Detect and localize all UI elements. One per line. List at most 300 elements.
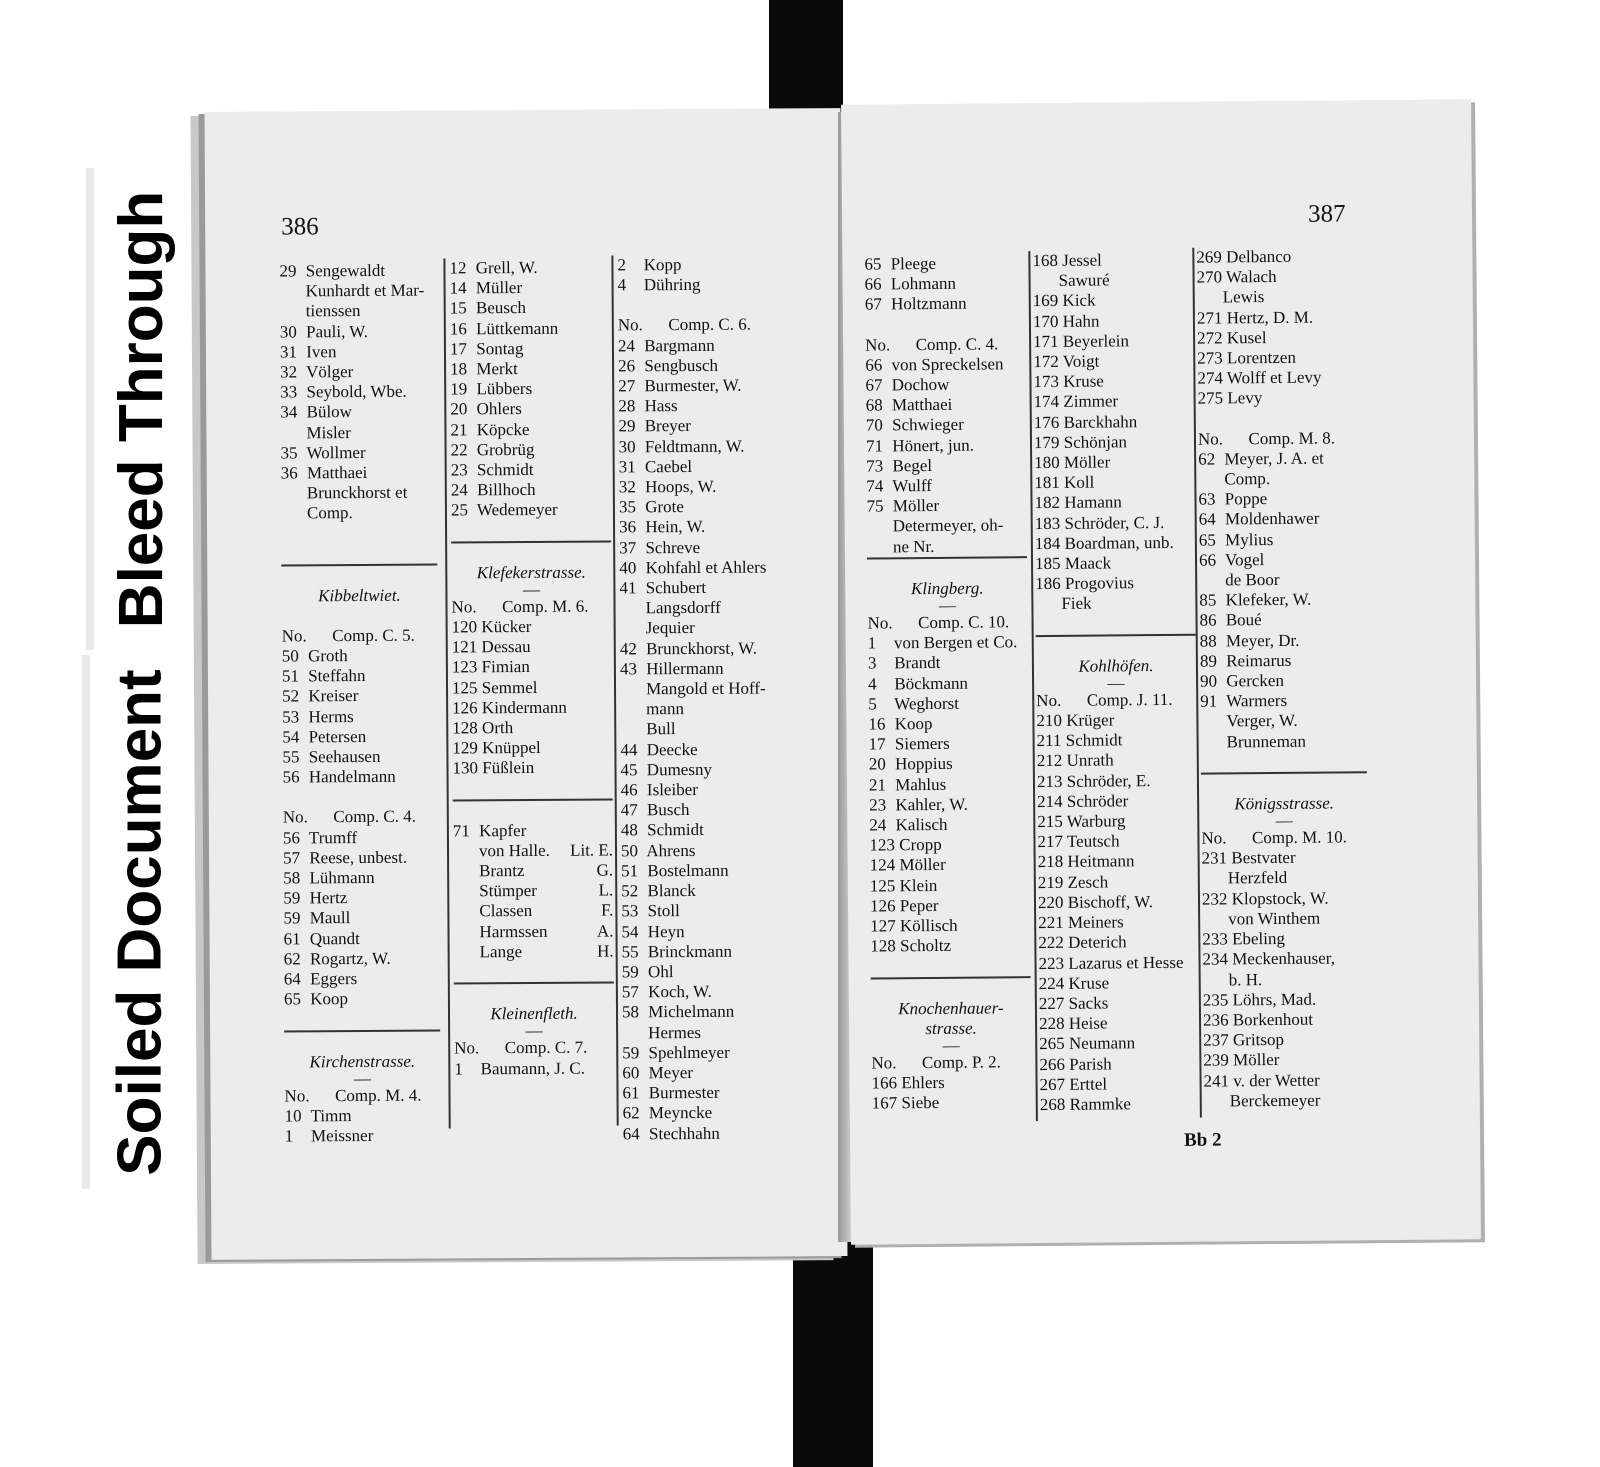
directory-entry bbox=[452, 718, 612, 739]
company-label: Comp. C. 5. bbox=[332, 625, 415, 646]
resident-name: Kick bbox=[1062, 290, 1096, 311]
house-number: 271 bbox=[1196, 308, 1223, 328]
lit-letter: L. bbox=[598, 880, 614, 900]
house-number: 50 bbox=[281, 646, 299, 666]
directory-entry bbox=[282, 706, 438, 727]
directory-entry bbox=[1199, 549, 1365, 571]
directory-entry bbox=[454, 1058, 614, 1079]
house-number: 55 bbox=[621, 942, 639, 962]
directory-column-3 bbox=[617, 254, 822, 1144]
house-number: 183 bbox=[1034, 513, 1061, 533]
resident-name: Kruse bbox=[1063, 371, 1104, 392]
continuation-line: Verger, W. bbox=[1226, 711, 1298, 731]
directory-entry bbox=[1037, 730, 1197, 752]
house-number: 57 bbox=[282, 848, 301, 868]
resident-name: Kreiser bbox=[308, 686, 359, 706]
directory-entry bbox=[619, 456, 819, 477]
resident-name: Beyerlein bbox=[1062, 331, 1130, 351]
resident-name: Brinckmann bbox=[647, 941, 732, 961]
house-number: 62 bbox=[622, 1103, 640, 1123]
directory-entry bbox=[281, 463, 437, 484]
resident-name: Lübbers bbox=[476, 379, 533, 399]
resident-name: Kindermann bbox=[481, 697, 567, 718]
directory-entry bbox=[1199, 589, 1365, 611]
house-number: 37 bbox=[619, 537, 637, 558]
house-number: 228 bbox=[1038, 1013, 1065, 1034]
resident-name: Merkt bbox=[476, 359, 518, 379]
house-number: 43 bbox=[619, 659, 637, 679]
directory-entry bbox=[868, 673, 1028, 695]
house-number: 182 bbox=[1034, 493, 1061, 513]
house-number: 65 bbox=[283, 989, 301, 1009]
page-number: 387 bbox=[1307, 200, 1346, 228]
house-number: 166 bbox=[871, 1073, 898, 1093]
page-number: 386 bbox=[281, 213, 319, 241]
company-label: Comp. M. 8. bbox=[1248, 428, 1336, 448]
directory-entry bbox=[1202, 888, 1368, 910]
directory-entry bbox=[281, 442, 437, 463]
resident-name: Bargmann bbox=[644, 335, 715, 355]
directory-entry bbox=[1202, 948, 1368, 970]
house-number: 70 bbox=[865, 415, 883, 435]
resident-name: Groth bbox=[308, 646, 348, 666]
house-number: 167 bbox=[871, 1093, 898, 1113]
resident-name: Petersen bbox=[308, 726, 367, 747]
directory-entry bbox=[1038, 871, 1198, 893]
spacer bbox=[870, 956, 1030, 977]
directory-entry bbox=[450, 379, 610, 400]
house-number: 58 bbox=[621, 1002, 640, 1022]
company-label: Comp. M. 6. bbox=[501, 596, 589, 616]
house-number: 184 bbox=[1034, 533, 1061, 553]
house-number: 24 bbox=[450, 480, 468, 500]
directory-entry bbox=[870, 915, 1030, 937]
directory-column-1 bbox=[279, 261, 440, 1147]
resident-name: Bestvater bbox=[1231, 848, 1296, 868]
house-number: 66 bbox=[865, 355, 883, 375]
resident-name: Teutsch bbox=[1066, 831, 1120, 852]
directory-entry bbox=[1037, 811, 1197, 833]
continuation-line: Sawuré bbox=[1058, 270, 1110, 291]
lit-row bbox=[453, 901, 613, 922]
continuation-line: Herzfeld bbox=[1227, 868, 1288, 888]
resident-name: Hertz, D. M. bbox=[1226, 307, 1314, 328]
resident-name: Boardman, unb. bbox=[1064, 532, 1174, 553]
house-number: 33 bbox=[280, 382, 298, 402]
resident-name: Warmers bbox=[1226, 691, 1288, 711]
directory-entry bbox=[1196, 266, 1362, 288]
directory-entry bbox=[1038, 851, 1198, 873]
directory-entry bbox=[1038, 932, 1198, 954]
directory-entry bbox=[282, 646, 438, 667]
directory-entry bbox=[620, 638, 820, 659]
lit-row bbox=[453, 881, 613, 902]
house-number: 129 bbox=[452, 738, 478, 758]
house-number: 50 bbox=[620, 841, 639, 861]
resident-name: Dühring bbox=[643, 275, 701, 295]
directory-entry bbox=[282, 747, 438, 768]
resident-name: Sacks bbox=[1068, 993, 1109, 1013]
directory-entry bbox=[452, 637, 612, 658]
directory-entry bbox=[1199, 610, 1365, 632]
resident-name: Breyer bbox=[644, 416, 692, 436]
directory-entry bbox=[451, 439, 611, 460]
resident-name: Matthaei bbox=[306, 462, 368, 483]
resident-name: Weghorst bbox=[894, 693, 960, 714]
house-number: 221 bbox=[1038, 912, 1064, 933]
house-number: 236 bbox=[1202, 1010, 1229, 1030]
house-number: 62 bbox=[1198, 449, 1216, 469]
directory-entry bbox=[865, 294, 1025, 316]
house-number: 174 bbox=[1033, 392, 1060, 412]
resident-name: Dessau bbox=[481, 637, 531, 657]
directory-entry bbox=[1198, 388, 1364, 410]
house-number: 185 bbox=[1034, 553, 1061, 574]
directory-entry bbox=[284, 969, 440, 990]
resident-name: Hoppius bbox=[894, 754, 953, 774]
street-heading: Kohlhöfen. bbox=[1078, 655, 1154, 676]
house-number: 231 bbox=[1201, 848, 1228, 868]
heading-dash: — bbox=[1107, 673, 1125, 693]
house-number: 168 bbox=[1032, 250, 1058, 271]
directory-entry bbox=[1039, 1053, 1199, 1075]
resident-name: Cropp bbox=[899, 835, 942, 855]
resident-name: Köpcke bbox=[476, 419, 530, 439]
heading-dash: — bbox=[938, 595, 956, 615]
resident-name: Gritsop bbox=[1232, 1030, 1285, 1050]
resident-name: Zimmer bbox=[1063, 391, 1119, 412]
house-number: 1 bbox=[284, 1126, 294, 1146]
no-label: No. bbox=[284, 1086, 310, 1106]
spacer bbox=[281, 543, 437, 564]
resident-name: Möller bbox=[892, 496, 940, 516]
house-number: 10 bbox=[284, 1106, 302, 1126]
house-number: 270 bbox=[1196, 267, 1223, 287]
directory-entry bbox=[280, 362, 436, 383]
directory-entry bbox=[618, 355, 818, 376]
directory-entry bbox=[1034, 492, 1194, 514]
continuation-line: Berckemeyer bbox=[1229, 1090, 1321, 1111]
directory-entry bbox=[1202, 847, 1368, 869]
resident-name: Borkenhout bbox=[1232, 1009, 1314, 1030]
directory-entry bbox=[1032, 250, 1192, 272]
house-number: 91 bbox=[1200, 691, 1218, 711]
house-number: 125 bbox=[869, 876, 896, 896]
house-number: 124 bbox=[869, 855, 896, 876]
resident-name: Hillermann bbox=[646, 658, 724, 679]
directory-column-3 bbox=[1196, 246, 1370, 1111]
house-number: 234 bbox=[1202, 949, 1229, 969]
resident-name: Begel bbox=[892, 455, 933, 476]
resident-name: Grote bbox=[645, 497, 684, 517]
house-number: 17 bbox=[868, 734, 886, 754]
directory-entry bbox=[1035, 512, 1195, 534]
resident-name: Lohmann bbox=[890, 273, 957, 294]
resident-name: Möller bbox=[1233, 1050, 1280, 1070]
directory-entry bbox=[617, 254, 817, 275]
resident-name: Koop bbox=[310, 989, 349, 1009]
company-header bbox=[867, 612, 1027, 634]
label-text: Bleed Through bbox=[107, 190, 177, 628]
house-number: 239 bbox=[1203, 1050, 1229, 1070]
directory-entry bbox=[618, 416, 818, 437]
house-number: 52 bbox=[282, 686, 300, 706]
company-label: Comp. J. 11. bbox=[1086, 689, 1173, 710]
resident-name: Schmidt bbox=[1065, 730, 1123, 751]
company-label: Comp. M. 10. bbox=[1251, 827, 1347, 848]
directory-entry bbox=[621, 779, 821, 800]
directory-entry bbox=[868, 693, 1028, 715]
house-number: 21 bbox=[450, 419, 468, 440]
continuation-line: Misler bbox=[306, 422, 351, 442]
house-number: 46 bbox=[620, 780, 638, 800]
resident-name: Beusch bbox=[475, 298, 527, 318]
continuation-line: Mangold et Hoff- bbox=[645, 678, 766, 699]
directory-entry bbox=[622, 941, 822, 962]
spacer bbox=[865, 314, 1025, 335]
continuation-line: Kunhardt et Mar- bbox=[305, 280, 425, 301]
house-number: 130 bbox=[452, 758, 479, 778]
resident-name: Klein bbox=[899, 875, 938, 895]
directory-entry bbox=[1034, 452, 1194, 474]
resident-name: Hahn bbox=[1062, 311, 1100, 331]
spacer bbox=[1036, 635, 1196, 656]
resident-name: Kohfahl et Ahlers bbox=[645, 557, 767, 578]
resident-name: Bülow bbox=[306, 402, 352, 422]
lit-row bbox=[453, 840, 613, 861]
resident-name: Meissner bbox=[310, 1126, 374, 1146]
resident-name: Peper bbox=[899, 895, 939, 916]
directory-entry bbox=[869, 774, 1029, 796]
resident-name: Lange bbox=[479, 941, 523, 962]
no-label: No. bbox=[454, 1038, 480, 1058]
street-heading: Kleinenfleth. bbox=[490, 1003, 578, 1024]
resident-name: Scholtz bbox=[900, 936, 952, 956]
resident-name: Deterich bbox=[1068, 932, 1127, 953]
directory-entry bbox=[1033, 331, 1193, 353]
directory-entry bbox=[283, 868, 439, 889]
street-heading: Königsstrasse. bbox=[1234, 793, 1335, 814]
directory-entry bbox=[621, 921, 821, 942]
house-number: 67 bbox=[865, 375, 883, 395]
house-number: 17 bbox=[449, 339, 468, 359]
house-number: 58 bbox=[283, 868, 301, 888]
directory-entry bbox=[451, 460, 611, 481]
resident-name: Grell, W. bbox=[475, 257, 538, 278]
resident-name: Ehlers bbox=[901, 1073, 945, 1093]
house-number: 266 bbox=[1039, 1054, 1065, 1074]
house-number: 128 bbox=[870, 936, 896, 956]
company-label: Comp. C. 6. bbox=[668, 315, 752, 335]
resident-name: Meiners bbox=[1067, 912, 1124, 932]
directory-entry bbox=[620, 759, 820, 780]
directory-entry bbox=[1039, 993, 1199, 1015]
spacer bbox=[281, 523, 437, 544]
house-number: 269 bbox=[1196, 247, 1222, 267]
no-label: No. bbox=[617, 315, 643, 335]
directory-entry bbox=[1037, 791, 1197, 813]
house-number: 40 bbox=[619, 558, 637, 578]
directory-entry bbox=[1038, 952, 1198, 974]
house-number: 63 bbox=[1198, 489, 1216, 509]
company-header bbox=[871, 1052, 1031, 1074]
directory-entry bbox=[621, 860, 821, 881]
spacer bbox=[1035, 613, 1195, 634]
directory-entry bbox=[865, 273, 1025, 295]
directory-entry bbox=[452, 738, 612, 759]
house-number: 35 bbox=[618, 497, 636, 517]
house-number: 74 bbox=[866, 476, 884, 496]
house-number: 3 bbox=[867, 653, 877, 674]
street-heading: Klefekerstrasse. bbox=[476, 562, 586, 582]
house-number: 67 bbox=[864, 294, 882, 314]
directory-entry bbox=[1034, 391, 1194, 413]
house-number: 41 bbox=[619, 578, 637, 598]
house-number: 123 bbox=[451, 657, 478, 677]
resident-name: Parish bbox=[1069, 1053, 1112, 1074]
spacer bbox=[451, 542, 611, 563]
company-header bbox=[1201, 827, 1367, 849]
house-number: 15 bbox=[449, 298, 467, 318]
heading-dash: — bbox=[942, 1035, 960, 1055]
house-number: 34 bbox=[280, 402, 298, 422]
directory-entry bbox=[1039, 1013, 1199, 1035]
resident-name: Krüger bbox=[1066, 710, 1115, 730]
directory-entry bbox=[1200, 630, 1366, 652]
spacer bbox=[281, 565, 437, 586]
directory-entry bbox=[866, 495, 1026, 517]
directory-entry bbox=[450, 278, 610, 299]
resident-name: Baumann, J. C. bbox=[480, 1058, 586, 1078]
house-number: 218 bbox=[1037, 852, 1064, 872]
directory-entry bbox=[1203, 1050, 1369, 1072]
directory-entry bbox=[453, 820, 613, 841]
street-heading: Kibbeltwiet. bbox=[318, 585, 401, 605]
resident-name: Kücker bbox=[481, 617, 532, 637]
house-number: 268 bbox=[1039, 1094, 1066, 1114]
spacer bbox=[1201, 751, 1367, 772]
house-number: 54 bbox=[621, 921, 639, 941]
no-label: No. bbox=[451, 597, 477, 617]
house-number: 88 bbox=[1199, 631, 1217, 651]
company-label: Comp. P. 2. bbox=[921, 1052, 1001, 1073]
directory-entry bbox=[622, 1002, 822, 1023]
signature-mark: Bb 2 bbox=[1183, 1129, 1222, 1151]
house-number: 59 bbox=[283, 888, 301, 908]
no-label: No. bbox=[865, 334, 891, 355]
resident-name: Wolff et Levy bbox=[1226, 367, 1322, 388]
resident-name: Reese, unbest. bbox=[309, 847, 408, 868]
house-number: 179 bbox=[1033, 432, 1060, 452]
company-label: Comp. C. 4. bbox=[333, 807, 417, 827]
company-label: Comp. M. 4. bbox=[334, 1085, 422, 1105]
resident-name: Stechhahn bbox=[648, 1123, 720, 1143]
resident-name: Maack bbox=[1064, 553, 1112, 573]
resident-name: Knüppel bbox=[482, 738, 541, 758]
house-number: 241 bbox=[1203, 1070, 1230, 1091]
directory-entry bbox=[870, 855, 1030, 877]
house-number: 2 bbox=[617, 255, 626, 275]
directory-entry bbox=[284, 948, 440, 969]
directory-entry bbox=[618, 395, 818, 416]
resident-name: Siebe bbox=[901, 1093, 940, 1113]
company-header bbox=[1198, 428, 1364, 450]
house-number: 24 bbox=[869, 815, 887, 835]
resident-name: Lorentzen bbox=[1226, 347, 1296, 368]
house-number: 235 bbox=[1202, 990, 1229, 1010]
directory-entry bbox=[619, 517, 819, 538]
house-number: 25 bbox=[450, 500, 468, 520]
resident-name: Erttel bbox=[1069, 1074, 1108, 1094]
no-label: No. bbox=[1201, 828, 1227, 848]
resident-name: Sengbusch bbox=[644, 355, 719, 376]
house-number: 19 bbox=[450, 379, 468, 399]
company-header bbox=[282, 625, 438, 646]
resident-name: Kopp bbox=[643, 255, 682, 275]
house-number: 59 bbox=[622, 1043, 640, 1063]
continuation-line: Langsdorff bbox=[645, 598, 721, 618]
resident-name: Lüttkemann bbox=[476, 318, 559, 338]
house-number: 170 bbox=[1032, 311, 1059, 331]
directory-entry bbox=[619, 537, 819, 558]
house-number: 60 bbox=[622, 1063, 640, 1083]
directory-entry bbox=[1034, 432, 1194, 454]
label-text: Soiled Document bbox=[105, 668, 175, 1176]
house-number: 273 bbox=[1197, 348, 1223, 368]
house-number: 89 bbox=[1199, 651, 1217, 671]
heading-dash: — bbox=[525, 1021, 543, 1041]
directory-entry bbox=[452, 677, 612, 698]
company-header bbox=[451, 596, 611, 617]
directory-entry bbox=[1197, 327, 1363, 349]
resident-name: Wollmer bbox=[306, 442, 366, 463]
resident-name: Schmidt bbox=[647, 820, 704, 840]
soiled-document-label bbox=[90, 655, 190, 1189]
directory-entry bbox=[869, 834, 1029, 856]
house-number: 47 bbox=[620, 800, 638, 820]
house-number: 127 bbox=[870, 916, 896, 936]
house-number: 31 bbox=[618, 457, 636, 477]
continuation-line: tienssen bbox=[305, 301, 361, 321]
resident-name: Ohlers bbox=[476, 399, 522, 419]
no-label: No. bbox=[282, 807, 308, 827]
house-number: 66 bbox=[1198, 550, 1217, 570]
resident-name: Meckenhauser, bbox=[1232, 948, 1336, 969]
resident-name: Wedemeyer bbox=[476, 500, 558, 520]
resident-name: Steffahn bbox=[308, 666, 366, 686]
directory-entry bbox=[1197, 347, 1363, 369]
resident-name: Ohl bbox=[647, 962, 674, 982]
continuation-line: mann bbox=[646, 699, 684, 719]
house-number: 126 bbox=[452, 698, 478, 718]
spacer bbox=[454, 984, 614, 1005]
house-number: 53 bbox=[282, 707, 300, 727]
lit-letter: G. bbox=[596, 860, 614, 880]
resident-name: Spehlmeyer bbox=[648, 1042, 730, 1062]
directory-entry bbox=[622, 1042, 822, 1063]
resident-name: Schwieger bbox=[892, 415, 964, 435]
house-number: 31 bbox=[279, 342, 298, 362]
directory-entry bbox=[1203, 1009, 1369, 1031]
resident-name: Grobrüg bbox=[476, 439, 535, 460]
resident-name: von Halle. bbox=[478, 840, 550, 861]
directory-entry bbox=[1033, 351, 1193, 373]
directory-entry bbox=[619, 476, 819, 497]
resident-name: Möller bbox=[899, 855, 946, 875]
house-number: 30 bbox=[618, 436, 636, 457]
resident-name: Delbanco bbox=[1226, 246, 1292, 267]
resident-name: v. der Wetter bbox=[1233, 1070, 1320, 1090]
